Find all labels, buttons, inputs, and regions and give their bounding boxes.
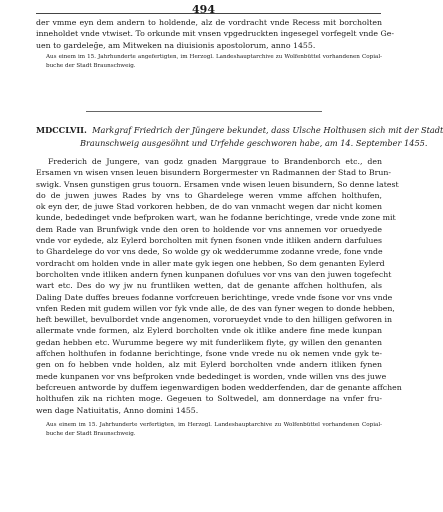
header-rule [36, 13, 381, 14]
text-line: swigk. Vnsen gunstigen grus touorn. Ersamen vnde wisen leuen bisundern, So denne latest [36, 179, 399, 189]
text-line: dem Rade van Brunfwigk vnde den oren to holdende vor vns annemen vor oruedyede [36, 224, 382, 234]
source-note [36, 53, 382, 71]
text-line: inneholdet vnde vtwiset. To orkunde mit vnsen vpgedruckten ingesegel vorfegelt vnde Ge- [36, 29, 394, 39]
text-line: Ersamen vn wisen vnsen leuen bisundern Borgermester vn Radmannen der Stad to Brun- [36, 168, 391, 178]
text-line: der vmme eyn dem andern to holdende, alz de vordracht vnde Recess mit borcholten [36, 18, 382, 27]
heading-line-2 [36, 137, 428, 150]
text-line: do de juwen juwes Rades by vns to Ghardelege weren vmme affchen holthufen, [36, 190, 382, 200]
note-line: Aus einem im 15. Jahrhunderte verfertigten, im Herzogl. Landeshauptarchive zu Wolfenbüttel vorhandenen Copial- [46, 422, 382, 428]
document-heading [36, 124, 443, 149]
text-line: vnfen Reden mit gudem willen vor fyk vnde alle, de des van fyner wegen to donde hebben, [36, 303, 395, 313]
source-note [36, 421, 382, 439]
text-line: affchen holthufen in fodanne berichtinge, fsone vnde vrede nu ok nemen vnde gyk te- [36, 349, 382, 359]
text-line: borcholten vnde itliken andern fynen kunpanen dofulues vor vns van den juwen togefecht [36, 269, 392, 279]
text-line: Frederich de Jungere, van godz gnaden Marggraue to Brandenborch etc., den [48, 157, 382, 166]
document-title-line: Braunschweig ausgesöhnt und Urfehde geschworen habe, am 14. September 1455. [80, 137, 428, 148]
section-divider [86, 111, 322, 112]
text-line: gedan hebben etc. Wurumme begere wy mit funderlikem flyte, gy willen den genanten [36, 337, 382, 347]
document-title-line: Markgraf Friedrich der Jüngere bekundet, dass Ulsche Holthusen sich mit der Stadt [92, 125, 443, 135]
text-line: holthufen zik na richten moge. Gegeuen to Soltwedel, am donnerdage na vnfer fru- [36, 394, 382, 404]
document-body [36, 156, 402, 416]
text-line: heft bewillet, bevulbordet vnde angenomen, vororueydet vnde to den hilligen gefworen in [36, 315, 392, 325]
text-line: wart etc. Des do wy jw nu fruntliken wetten, dat de genante affchen holthufen, als [36, 281, 382, 291]
text-line: allermate vnde formen, alz Eylerd borcholten vnde ok itlike andere fine mede kunpan [36, 326, 382, 336]
heading-line-1 [36, 124, 443, 137]
text-line: gen on fo hebben vnde holden, alz mit Eylerd borcholten vnde andern itliken fynen [36, 360, 382, 370]
text-line: Daling Date duffes breues fodanne vorfcreuen berichtinge, vrede vnde fsone vor vns vnde [36, 292, 393, 302]
text-line: wen dage Natiuitatis, Anno domini 1455. [36, 405, 199, 415]
note-line: Aus einem im 15. Jahrhunderte angefertigten, im Herzogl. Landeshauptarchive zu Wolfenbüttel vorhandenen Copial- [46, 54, 382, 60]
page-number: 494 [192, 3, 215, 16]
previous-document-ending [36, 17, 394, 51]
text-line: ok eyn der, de juwe Stad vorkoren hebben, de do van vnmacht wegen dar nicht komen [36, 202, 382, 212]
text-line: kunde, bededinget vnde befproken wart, wan he fodanne berichtinge, vrede vnde zone mit [36, 213, 396, 223]
note-line: buche der Stadt Braunschweig. [46, 431, 136, 437]
text-line: uen to gardeleğe, am Mitweken na diuisionis apostolorum, anno 1455. [36, 40, 316, 50]
text-line: vnde vor eydede, alz Eylerd borcholten mit fynen fsonen vnde itliken andern darfulues [36, 236, 382, 246]
text-line: mede kunpanen vor vns befproken vnde bededinget is worden, vnde willen vns des juwe [36, 371, 387, 381]
text-line: vordracht om holden vnde in aller mate gyk iegen one hebben, So dem genanten Eylerd [36, 258, 385, 268]
text-line: to Ghardelege do vor vns dede, So wolde gy ok wedderumme zodanne vrede, fone vnde [36, 247, 383, 257]
document-number: MDCCLVII. [36, 125, 87, 135]
text-line: befcreuen antworde by duffem iegenwardigen boden wedderfenden, dar de genante affchen [36, 382, 402, 392]
note-line: buche der Stadt Braunschweig. [46, 63, 136, 69]
